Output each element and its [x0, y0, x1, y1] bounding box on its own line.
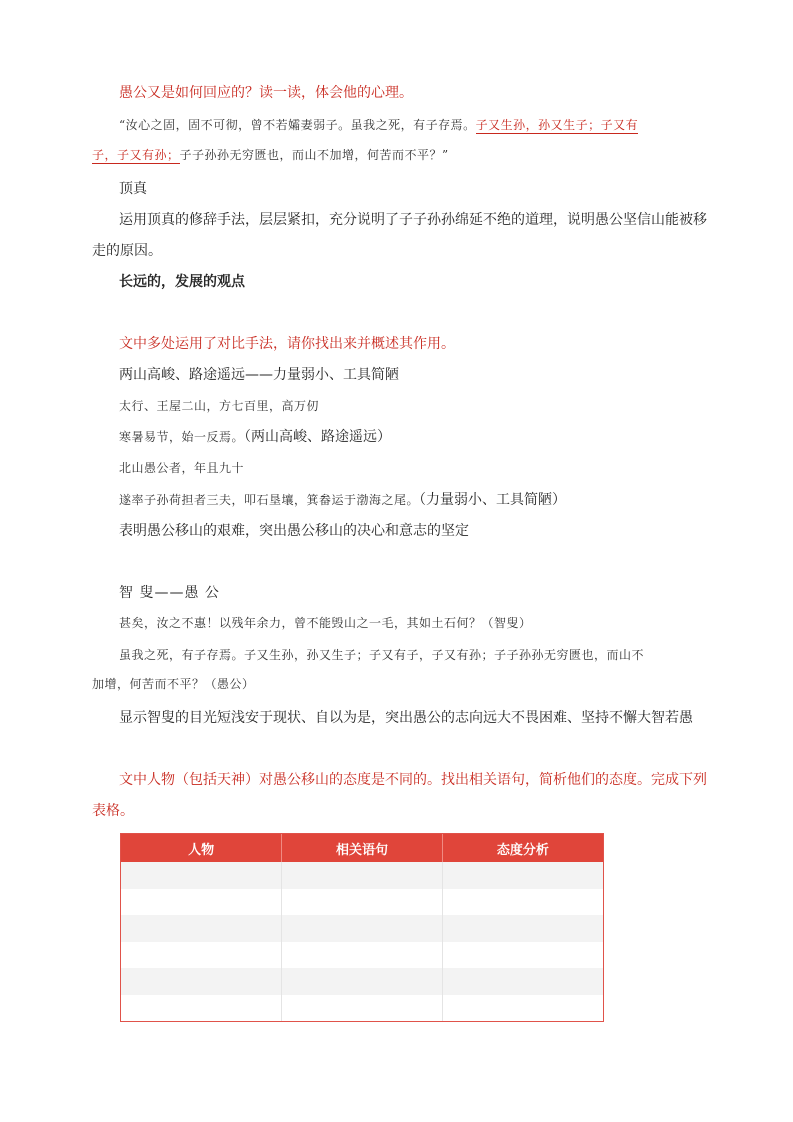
yugong-quote-line-2: 加增，何苦而不平？（愚公） — [92, 677, 255, 691]
contrast-quote-1: 太行、王屋二山，方七百里，高万仞 — [119, 399, 320, 413]
quote-line-1 — [119, 116, 638, 133]
quote-note: （两山高峻、路途遥远） — [244, 429, 392, 445]
table-row — [121, 942, 603, 969]
contrast-quote-2 — [119, 426, 391, 446]
explanation-line-2: 走的原因。 — [92, 243, 162, 259]
question-response: 愚公又是如何回应的？读一读，体会他的心理。 — [119, 85, 413, 101]
table-row — [121, 968, 603, 995]
table-cell[interactable] — [282, 968, 443, 995]
table-cell[interactable] — [121, 968, 282, 995]
table-cell[interactable] — [121, 995, 282, 1022]
table-row — [121, 862, 603, 889]
question-contrast: 文中多处运用了对比手法，请你找出来并概述其作用。 — [119, 336, 455, 352]
attitude-table — [120, 833, 604, 1022]
question-attitudes-line-2: 表格。 — [92, 803, 134, 819]
table-cell[interactable] — [121, 862, 282, 889]
table-cell[interactable] — [442, 915, 603, 942]
quote-text: 寒暑易节，始一反焉。 — [119, 430, 245, 444]
contrast-summary: 表明愚公移山的艰难，突出愚公移山的决心和意志的坚定 — [119, 523, 469, 539]
table-cell[interactable] — [442, 995, 603, 1022]
table-cell[interactable] — [442, 889, 603, 916]
comparison-summary: 显示智叟的目光短浅安于现状、自以为是，突出愚公的志向远大不畏困难、坚持不懈大智若愚 — [119, 710, 693, 726]
table-cell[interactable] — [442, 968, 603, 995]
contrast-pair: 两山高峻、路途遥远——力量弱小、工具简陋 — [119, 367, 399, 383]
quote-text: “汝心之固，固不可彻，曾不若孀妻弱子。虽我之死，有子存焉。 — [119, 118, 476, 132]
table-cell[interactable] — [282, 995, 443, 1022]
question-attitudes-line-1: 文中人物（包括天神）对愚公移山的态度是不同的。找出相关语句，简析他们的态度。完成下列 — [119, 772, 707, 788]
comparison-heading: 智 叟——愚 公 — [119, 585, 220, 601]
contrast-quote-4 — [119, 489, 566, 509]
table-cell[interactable] — [282, 915, 443, 942]
table-cell[interactable] — [282, 862, 443, 889]
table-cell[interactable] — [282, 942, 443, 969]
quote-text: 遂率子孙荷担者三夫，叩石垦壤，箕畚运于渤海之尾。 — [119, 493, 420, 507]
quote-line-2 — [92, 146, 449, 163]
header-sentences: 相关语句 — [282, 834, 443, 862]
quote-text: 子子孙孙无穷匮也，而山不加增，何苦而不平？” — [179, 148, 449, 162]
yugong-quote-line-1: 虽我之死，有子存焉。子又生孙，孙又生子；子又有子，子又有孙；子子孙孙无穷匮也，而山不 — [119, 648, 645, 662]
table-row — [121, 995, 603, 1022]
quote-highlight: 子，子又有孙； — [92, 148, 180, 162]
contrast-quote-3: 北山愚公者，年且九十 — [119, 461, 245, 475]
table-cell[interactable] — [121, 942, 282, 969]
quote-note: （力量弱小、工具简陋） — [419, 492, 567, 508]
table-cell[interactable] — [282, 889, 443, 916]
table-cell[interactable] — [442, 942, 603, 969]
header-character: 人物 — [121, 834, 282, 862]
header-analysis: 态度分析 — [442, 834, 603, 862]
conclusion: 长远的，发展的观点 — [119, 274, 245, 290]
table-header-row — [121, 834, 603, 862]
table-cell[interactable] — [442, 862, 603, 889]
table-row — [121, 889, 603, 916]
rhetoric-term: 顶真 — [119, 181, 147, 197]
table-cell[interactable] — [121, 915, 282, 942]
table-row — [121, 915, 603, 942]
table-cell[interactable] — [121, 889, 282, 916]
zhisou-quote: 甚矣，汝之不惠！以残年余力，曾不能毁山之一毛，其如土石何？（智叟） — [119, 616, 532, 630]
explanation-line-1: 运用顶真的修辞手法，层层紧扣，充分说明了子子孙孙绵延不绝的道理，说明愚公坚信山能被移 — [119, 212, 707, 228]
quote-highlight: 子又生孙，孙又生子；子又有 — [475, 118, 639, 132]
